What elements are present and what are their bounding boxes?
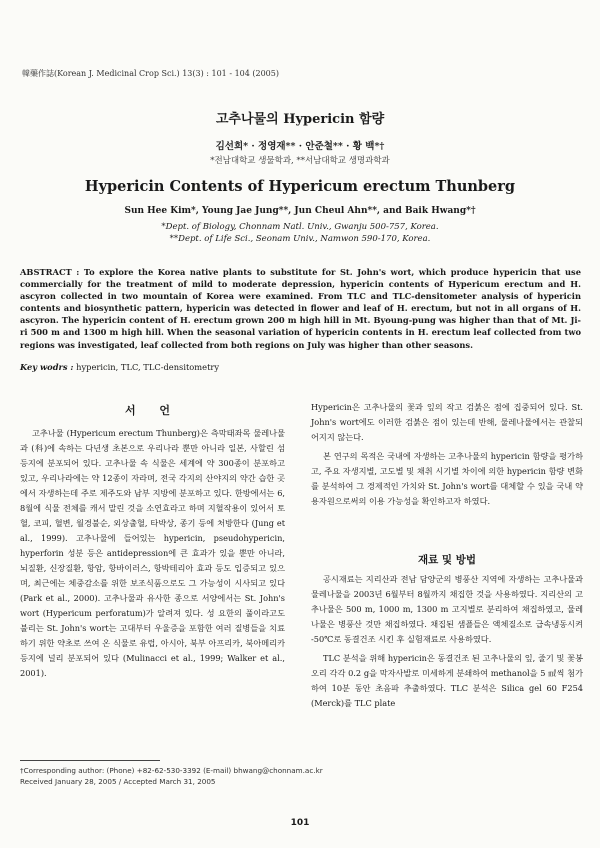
methods-paragraph-2: TLC 분석을 위해 hypericin은 동결건조 된 고추나물의 잎, 줄기 및 꽃봉오리 각각 0.2 g을 막자사발로 미세하게 분쇄하여 methanol을 5 ㎖씩 첨가하여 10분 동안 초음파 추출하였다. TLC 분석은 Silica gel 60 F254 (Merck)를 TLC plate bbox=[311, 653, 583, 708]
methods-paragraph-1: 공시재료는 지리산과 전남 담양군의 병풍산 지역에 자생하는 고추나물과 물레나물을 2003년 6월부터 8월까지 채집한 것을 사용하였다. 지리산의 고추나물은 500 m, 1000 m, 1300 m 고지별로 분리하여 채집하였고, 물레나물은 병풍산 것만 채집하였다. 채집된 샘플들은 액체질소로 급속냉동시켜 -50℃로 동결건조 시킨 후 실험재료로 사용하였다. bbox=[311, 574, 583, 644]
corresponding-author-footnote: †Corresponding author: (Phone) +82-62-530-3392 (E-mail) bhwang@chonnam.ac.kr bbox=[20, 766, 323, 775]
methods-column bbox=[311, 572, 583, 711]
english-affiliation-1: *Dept. of Biology, Chonnam Natl. Univ., Gwanju 500-757, Korea. bbox=[161, 222, 439, 232]
intro-paragraph-1: 고추나물 (Hypericum erectum Thunberg)은 측막태좌목 물레나물과 (科)에 속하는 다년생 초본으로 우리나라 뿐만 아니라 일본, 사할린 섬 등지에 분포되어 있다. 고추나물 속 식물은 세계에 약 300종이 분포하고 있고, 우리나라에는 약 12종이 자라며, 전국 각지의 산야지의 약간 습한 곳에서 자생하는데 주로 제주도와 남부 지방에 분포하고 있다. 한방에서는 6, 8월에 식물 전체를 캐서 말린 것을 소연효라고 하며 지혈작용이 있어서 토혈, 코피, 혈변, 월경불순, 외상출혈, 타박상, 종기 등에 처방한다 (Jung et al., 1999). 고추나물에 들어있는 hypericin, pseudohypericin, hyperforin 성분 등은 antidepression에 큰 효과가 있을 뿐만 아니라, 뇌질환, 신장질환, 항암, 항바이러스, 항박테리아 효과 등도 입증되고 있으며, 최근에는 체중감소를 위한 보조식품으로도 그 가능성이 시사되고 있다 (Park et al., 2000). 고추나물과 유사한 종으로 서양에서는 St. John's wort (Hypericum perforatum)가 알려져 있다. 성 요한의 풀이라고도 불리는 St. John's wort는 고대부터 우울증을 포함한 여러 질병들을 치료하기 위한 약초로 쓰여 온 식물로 유럽, 아시아, 북부 아프리카, 북아메리카 등지에 널리 분포되어 있다 (Mulinacci et al., 1999; Walker et al., 2001). bbox=[20, 428, 285, 678]
intro-paragraph-2: Hypericin은 고추나물의 꽃과 잎의 작고 검붉은 점에 집중되어 있다. St. John's wort에도 이러한 검붉은 점이 있는데 반해, 물레나물에서는 관찰되어지지 않는다. bbox=[311, 402, 583, 442]
korean-authors: 김선희* · 정영재** · 안준철** · 황 백*† bbox=[215, 141, 385, 152]
korean-affiliations: *전남대학교 생물학과, **서남대학교 생명과학과 bbox=[210, 156, 390, 166]
english-title: Hypericin Contents of Hypericum erectum Thunberg bbox=[84, 178, 516, 195]
intro-paragraph-3: 본 연구의 목적은 국내에 자생하는 고추나물의 hypericin 함량을 평가하고, 주요 자생지별, 고도별 및 채취 시기별 차이에 의한 hypericin 함량 변화를 분석하여 그 경제적인 가치와 St. John's wort를 대체할 수 있을 국내 약용자원으로써의 이용 가능성을 확인하고자 하였다. bbox=[311, 451, 583, 506]
keywords-text: hypericin, TLC, TLC-densitometry bbox=[73, 362, 220, 372]
received-accepted-footnote: Received January 28, 2005 / Accepted March 31, 2005 bbox=[20, 777, 216, 786]
page-number: 101 bbox=[290, 818, 310, 828]
left-column bbox=[20, 426, 285, 681]
keywords-label: Key wodrs : bbox=[20, 362, 74, 372]
section-methods-heading: 재료 및 방법 bbox=[417, 554, 477, 566]
section-introduction-heading: 서 언 bbox=[124, 404, 181, 417]
right-column bbox=[311, 400, 583, 509]
english-affiliation-2: **Dept. of Life Sci., Seonam Univ., Namwon 590-170, Korea. bbox=[169, 234, 431, 244]
journal-header: 韓藥作誌(Korean J. Medicinal Crop Sci.) 13(3) : 101 - 104 (2005) bbox=[22, 69, 279, 78]
korean-title: 고추나물의 Hypericin 함량 bbox=[215, 112, 385, 127]
abstract: ABSTRACT : To explore the Korea native plants to substitute for St. John's wort, which produce hypericin that use commercially for the treatment of mild to moderate depression, hypericin contents of Hypericum erectum and H. ascyron collected in two mountain of Korea were examined. From TLC and TLC-densitometer analysis of hypericin contents and biosynthetic pattern, hypericin was detected in flower and leaf of H. erectum, but not in all organs of H. ascyron. The hypericin content of H. erectum grown 200 m high hill in Mt. Byoung-pung was higher than that of Mt. Ji-ri 500 m and 1300 m high hill. When the seasonal variation of hypericin contents in H. erectum leaf collected from two regions was investigated, leaf collected from both regions on July was higher than other seasons. bbox=[20, 267, 581, 350]
english-authors: Sun Hee Kim*, Young Jae Jung**, Jun Cheul Ahn**, and Baik Hwang*† bbox=[124, 206, 476, 216]
keywords bbox=[20, 362, 581, 372]
footnote-divider bbox=[20, 760, 160, 761]
